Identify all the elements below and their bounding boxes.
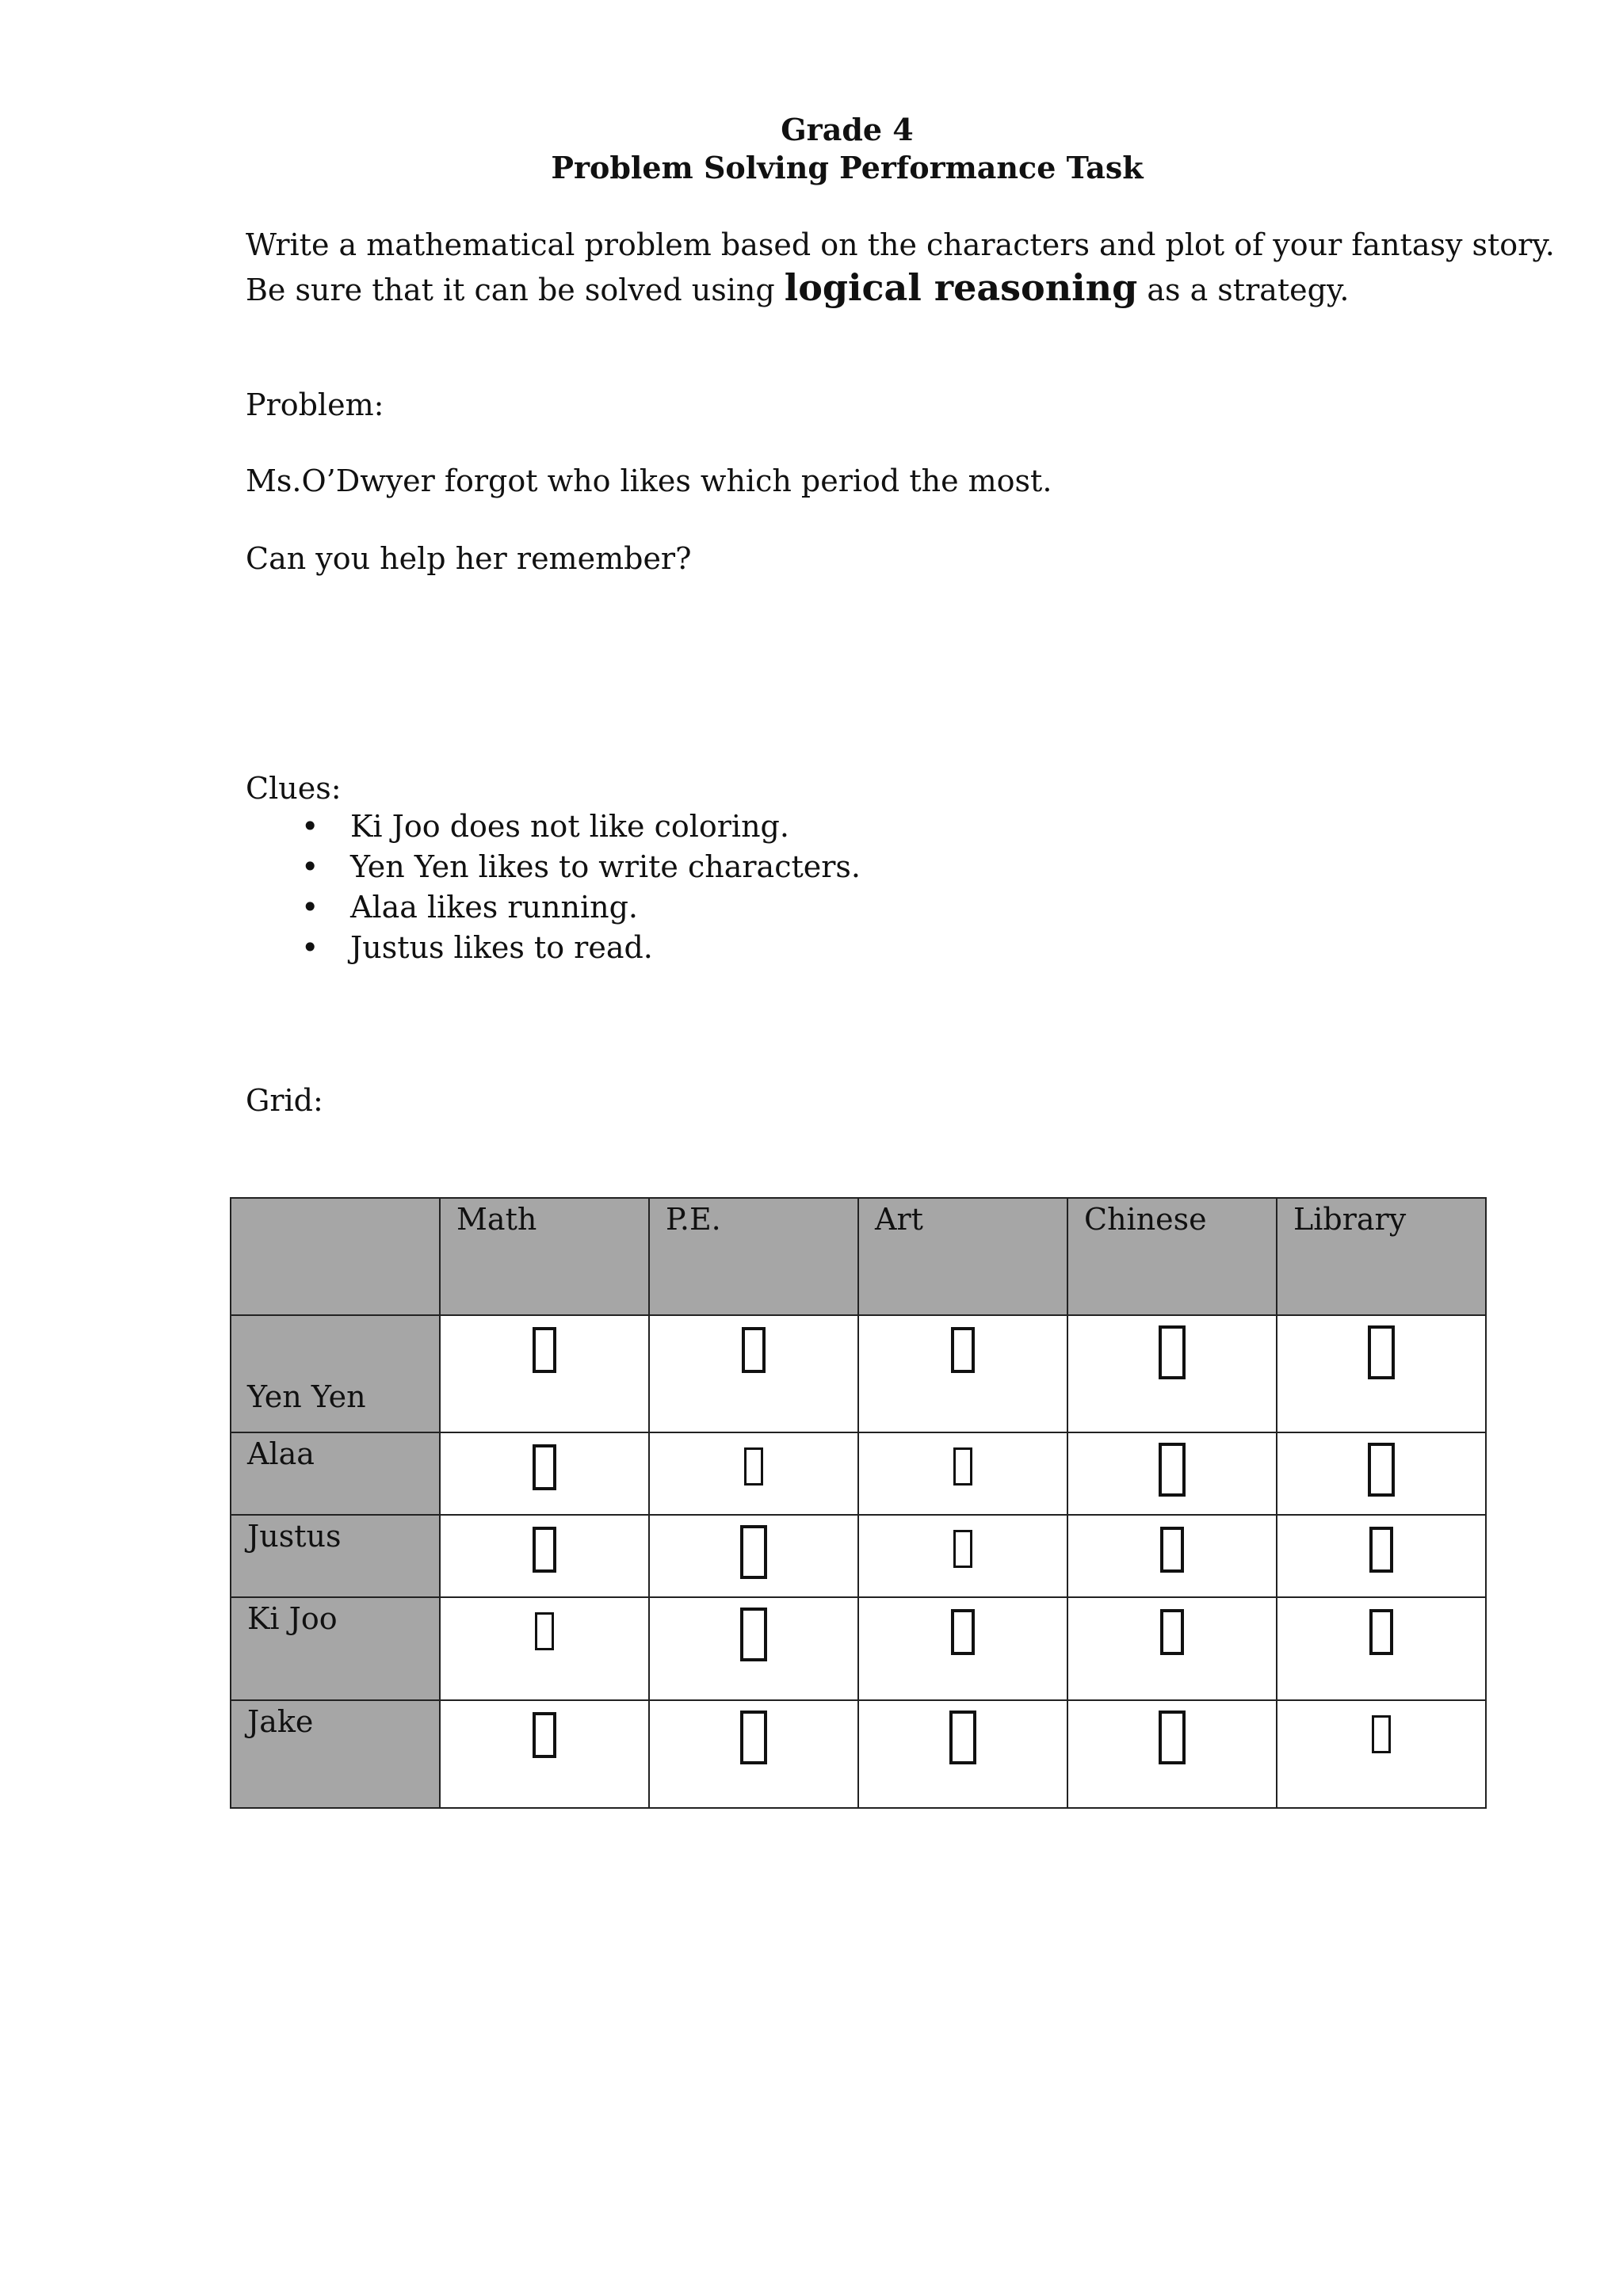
grid-cell[interactable]: [440, 1597, 649, 1700]
grid-cell[interactable]: [1277, 1597, 1486, 1700]
checkbox-icon[interactable]: [740, 1525, 767, 1579]
instructions-line-2-start: Be sure that it can be solved using: [246, 273, 785, 307]
grid-cell[interactable]: [858, 1700, 1067, 1808]
clue-item: • Yen Yen likes to write characters.: [246, 847, 861, 887]
checkbox-icon[interactable]: [953, 1530, 972, 1568]
checkbox-icon[interactable]: [533, 1444, 556, 1490]
problem-label: Problem:: [246, 387, 384, 422]
grid-cell[interactable]: [858, 1315, 1067, 1432]
checkbox-icon[interactable]: [1369, 1527, 1393, 1573]
checkbox-icon[interactable]: [1160, 1527, 1184, 1573]
checkbox-icon[interactable]: [1369, 1609, 1393, 1655]
table-row: [231, 1597, 1486, 1700]
grid-cell[interactable]: [1067, 1432, 1277, 1515]
row-header-yen-yen: Yen Yen: [231, 1315, 440, 1432]
grid-cell[interactable]: [440, 1432, 649, 1515]
grid-cell[interactable]: [1277, 1515, 1486, 1597]
checkbox-icon[interactable]: [533, 1712, 556, 1758]
checkbox-icon[interactable]: [1368, 1443, 1395, 1497]
grid-header-row: [231, 1198, 1486, 1315]
grid-cell[interactable]: [440, 1515, 649, 1597]
grid-cell[interactable]: [1067, 1597, 1277, 1700]
grid-cell[interactable]: [649, 1432, 858, 1515]
checkbox-icon[interactable]: [533, 1527, 556, 1573]
bullet: •: [301, 890, 319, 925]
grid-cell[interactable]: [1067, 1315, 1277, 1432]
row-header-alaa: Alaa: [231, 1432, 440, 1515]
grid-cell[interactable]: [858, 1432, 1067, 1515]
grid-cell[interactable]: [1277, 1432, 1486, 1515]
grid-cell[interactable]: [1067, 1515, 1277, 1597]
instructions-line-2: [246, 266, 1555, 311]
clue-item: • Ki Joo does not like coloring.: [246, 807, 861, 847]
instructions-line-2-end: as a strategy.: [1137, 273, 1350, 307]
clue-item: • Justus likes to read.: [246, 928, 861, 968]
column-header-pe: P.E.: [649, 1198, 858, 1315]
grid-cell[interactable]: [1067, 1700, 1277, 1808]
grid-cell[interactable]: [858, 1515, 1067, 1597]
row-header-jake: Jake: [231, 1700, 440, 1808]
bullet: •: [301, 809, 319, 844]
column-header-art: Art: [858, 1198, 1067, 1315]
checkbox-icon[interactable]: [742, 1327, 766, 1373]
clues-list: [246, 807, 861, 968]
bullet: •: [301, 930, 319, 965]
column-header-math: Math: [440, 1198, 649, 1315]
grid-cell[interactable]: [440, 1700, 649, 1808]
strategy-emphasis: logical reasoning: [784, 266, 1138, 309]
grid-cell[interactable]: [1277, 1315, 1486, 1432]
checkbox-icon[interactable]: [949, 1711, 976, 1764]
grid-cell[interactable]: [649, 1515, 858, 1597]
grid-cell[interactable]: [858, 1597, 1067, 1700]
checkbox-icon[interactable]: [744, 1447, 763, 1486]
checkbox-icon[interactable]: [1159, 1443, 1186, 1497]
grid-cell[interactable]: [1277, 1700, 1486, 1808]
checkbox-icon[interactable]: [951, 1327, 975, 1373]
instructions-line-1: Write a mathematical problem based on the characters and plot of your fantasy story.: [246, 227, 1555, 262]
clues-label: Clues:: [246, 771, 342, 806]
checkbox-icon[interactable]: [1159, 1711, 1186, 1764]
checkbox-icon[interactable]: [533, 1327, 556, 1373]
checkbox-icon[interactable]: [1159, 1325, 1186, 1379]
checkbox-icon[interactable]: [535, 1612, 554, 1650]
column-header-chinese: Chinese: [1067, 1198, 1277, 1315]
table-row: [231, 1315, 1486, 1432]
instructions: [246, 223, 1555, 311]
grid-cell[interactable]: [440, 1315, 649, 1432]
bullet: •: [301, 849, 319, 884]
row-header-justus: Justus: [231, 1515, 440, 1597]
grid-cell[interactable]: [649, 1315, 858, 1432]
row-header-ki-joo: Ki Joo: [231, 1597, 440, 1700]
clue-item: • Alaa likes running.: [246, 887, 861, 928]
table-row: [231, 1515, 1486, 1597]
checkbox-icon[interactable]: [953, 1447, 972, 1486]
table-row: [231, 1700, 1486, 1808]
grid-cell[interactable]: [649, 1597, 858, 1700]
grid-corner-cell: [231, 1198, 440, 1315]
problem-statement: Ms.O’Dwyer forgot who likes which period the most.: [246, 463, 1052, 498]
checkbox-icon[interactable]: [740, 1711, 767, 1764]
checkbox-icon[interactable]: [951, 1609, 975, 1655]
table-row: [231, 1432, 1486, 1515]
checkbox-icon[interactable]: [1160, 1609, 1184, 1655]
checkbox-icon[interactable]: [740, 1608, 767, 1661]
grid-cell[interactable]: [649, 1700, 858, 1808]
checkbox-icon[interactable]: [1372, 1715, 1391, 1753]
checkbox-icon[interactable]: [1368, 1325, 1395, 1379]
grid-label: Grid:: [246, 1083, 323, 1118]
grade-heading: Grade 4: [781, 112, 914, 147]
column-header-library: Library: [1277, 1198, 1486, 1315]
problem-question: Can you help her remember?: [246, 541, 692, 576]
task-title: Problem Solving Performance Task: [551, 150, 1144, 185]
logic-grid: [230, 1197, 1487, 1809]
